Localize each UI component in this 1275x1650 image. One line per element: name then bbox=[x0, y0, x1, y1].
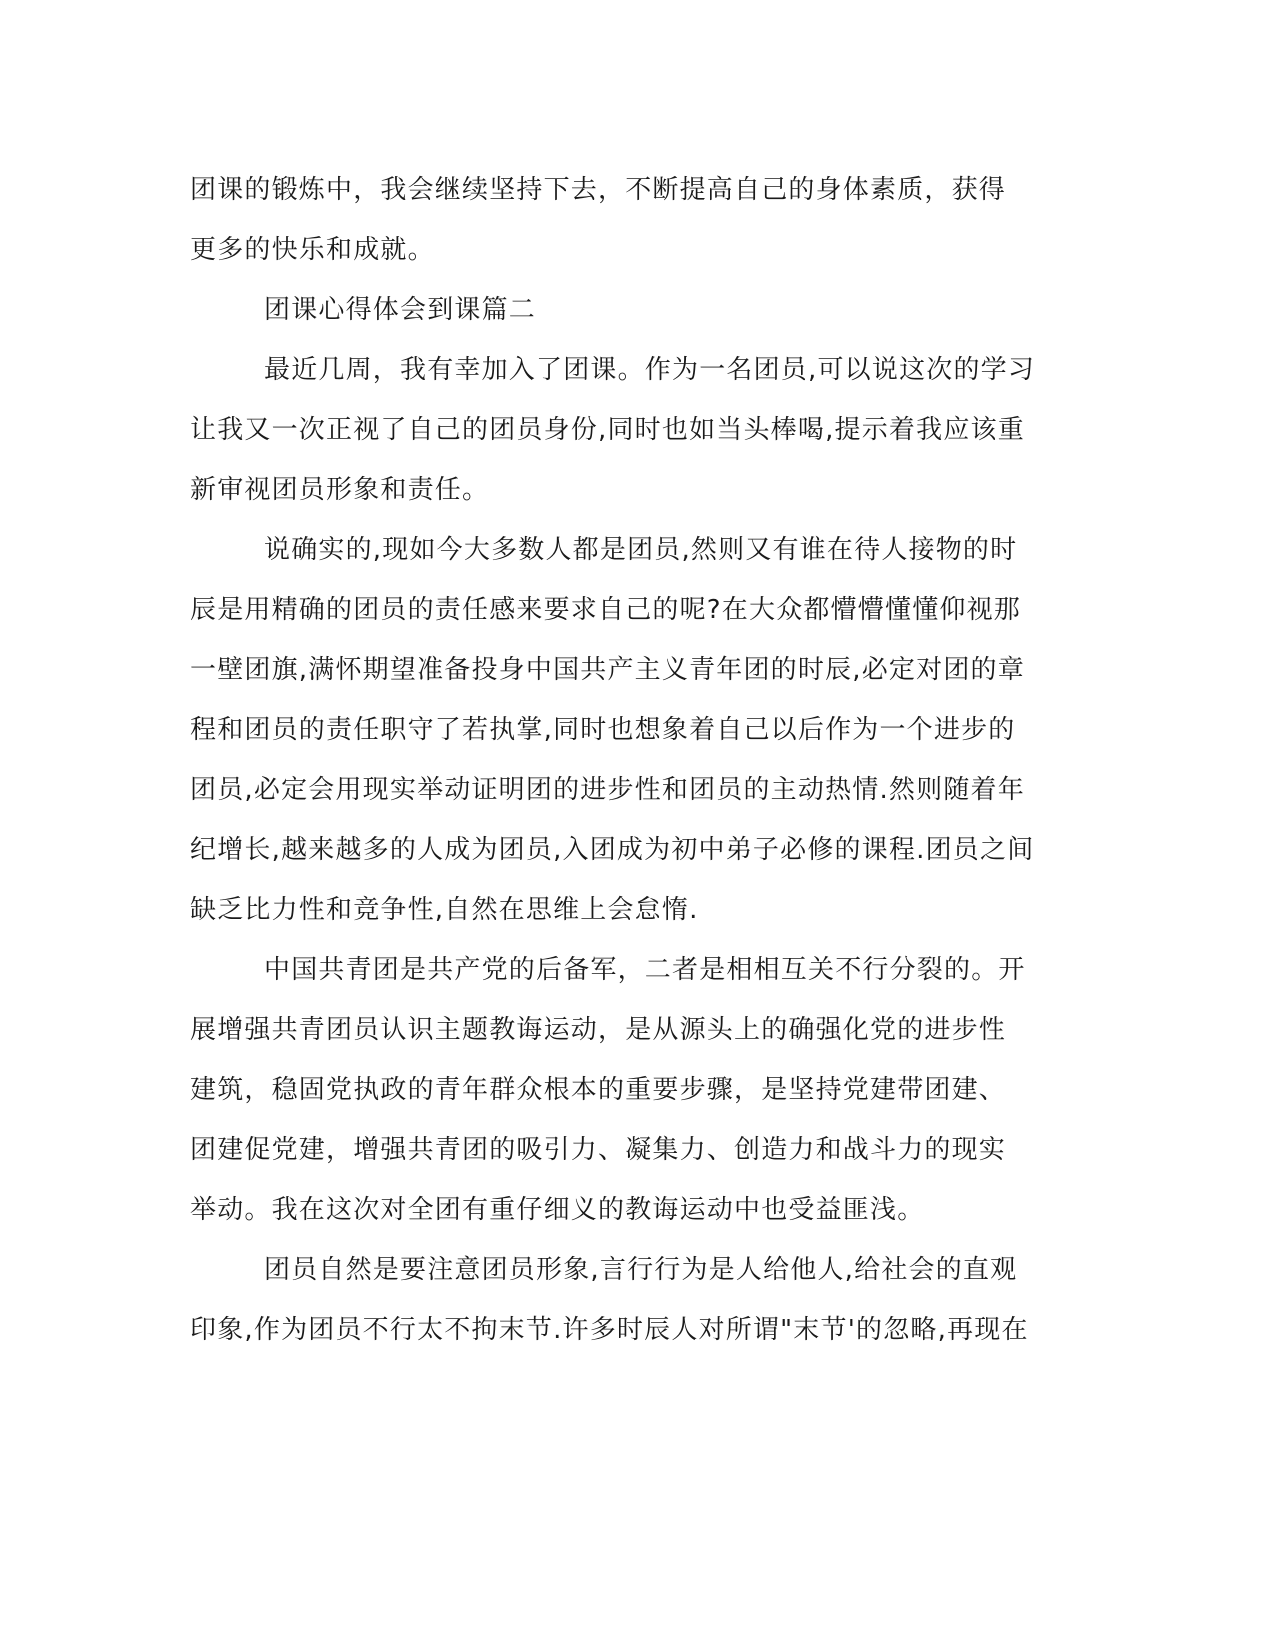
text-line: 说确实的,现如今大多数人都是团员,然则又有谁在待人接物的时 bbox=[264, 535, 1018, 565]
text-line: 程和团员的责任职守了若执掌,同时也想象着自己以后作为一个进步的 bbox=[190, 715, 1016, 745]
text-line: 辰是用精确的团员的责任感来要求自己的呢?在大众都懵懵懂懂仰视那 bbox=[190, 595, 1022, 625]
section-heading: 团课心得体会到课篇二 bbox=[264, 295, 537, 325]
text-line: 团员,必定会用现实举动证明团的进步性和团员的主动热情.然则随着年 bbox=[190, 775, 1025, 805]
text-line: 更多的快乐和成就。 bbox=[190, 235, 435, 265]
text-line: 团课的锻炼中，我会继续坚持下去，不断提高自己的身体素质，获得 bbox=[190, 175, 1007, 205]
text-line: 缺乏比力性和竞争性,自然在思维上会怠惰. bbox=[190, 895, 699, 925]
text-line: 一壁团旗,满怀期望准备投身中国共产主义青年团的时辰,必定对团的章 bbox=[190, 655, 1025, 685]
text-line: 让我又一次正视了自己的团员身份,同时也如当头棒喝,提示着我应该重 bbox=[190, 415, 1025, 445]
text-line: 团员自然是要注意团员形象,言行行为是人给他人,给社会的直观 bbox=[264, 1255, 1018, 1285]
text-line: 最近几周，我有幸加入了团课。作为一名团员,可以说这次的学习 bbox=[264, 355, 1036, 385]
document-body bbox=[190, 160, 1080, 1360]
text-line: 团建促党建，增强共青团的吸引力、凝集力、创造力和战斗力的现实 bbox=[190, 1135, 1007, 1165]
text-line: 印象,作为团员不行太不拘末节.许多时辰人对所谓"末节'的忽略,再现在 bbox=[190, 1315, 1029, 1345]
text-line: 展增强共青团员认识主题教诲运动，是从源头上的确强化党的进步性 bbox=[190, 1015, 1007, 1045]
text-line: 举动。我在这次对全团有重仔细义的教诲运动中也受益匪浅。 bbox=[190, 1195, 925, 1225]
text-line: 中国共青团是共产党的后备军，二者是相相互关不行分裂的。开 bbox=[264, 955, 1026, 985]
text-line: 建筑，稳固党执政的青年群众根本的重要步骤，是坚持党建带团建、 bbox=[190, 1075, 1007, 1105]
text-line: 新审视团员形象和责任。 bbox=[190, 475, 490, 505]
text-line: 纪增长,越来越多的人成为团员,入团成为初中弟子必修的课程.团员之间 bbox=[190, 835, 1035, 865]
